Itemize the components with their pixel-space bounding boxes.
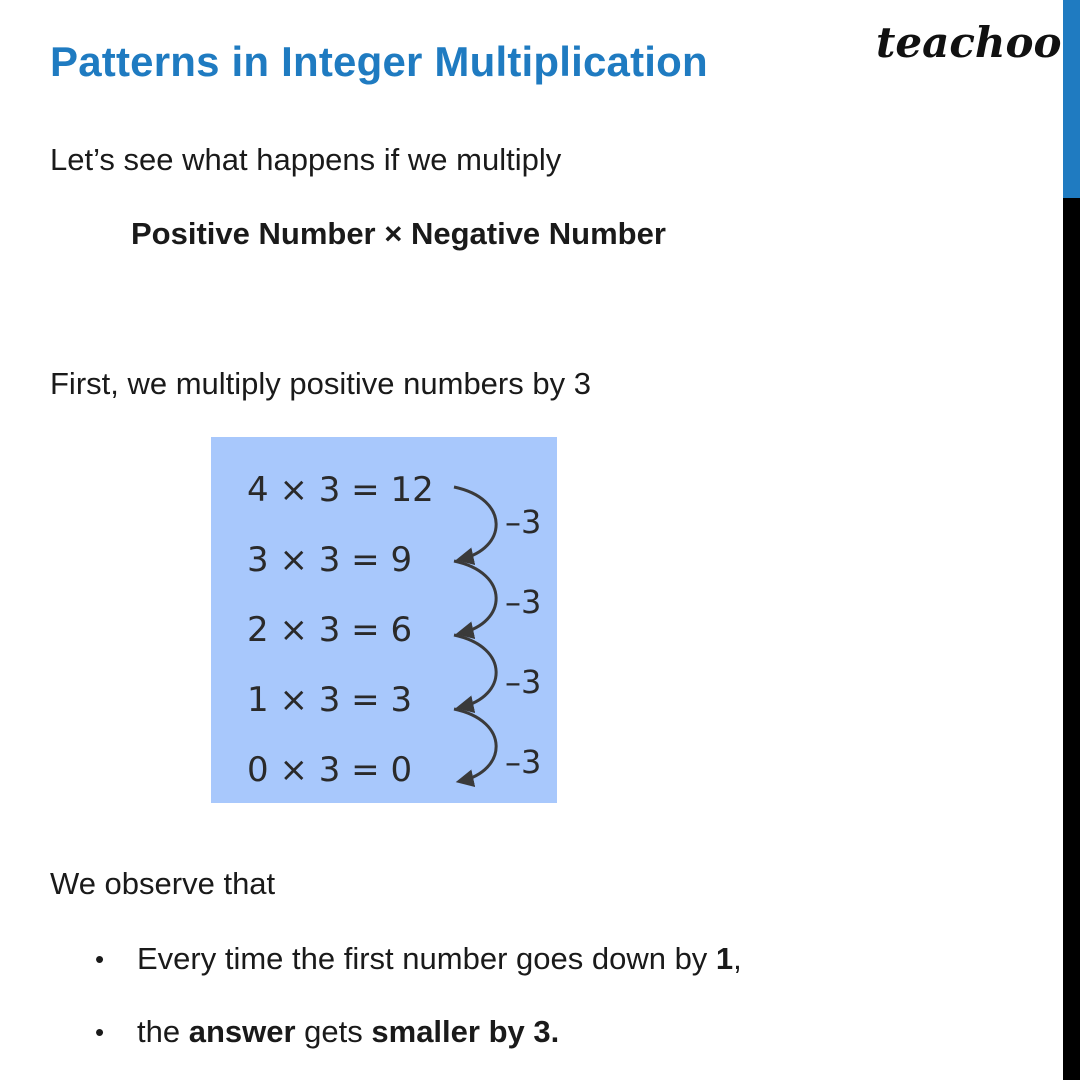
equation-row: 1 × 3 = 3 [247, 680, 413, 720]
equation-row: 2 × 3 = 6 [247, 610, 413, 650]
difference-label: –3 [505, 503, 542, 541]
difference-label: –3 [505, 583, 542, 621]
bullet-text: , [733, 941, 742, 976]
bullet-text: the [137, 1014, 189, 1049]
page-title: Patterns in Integer Multiplication [50, 38, 708, 85]
bullet-emphasis: 1 [715, 941, 734, 976]
bullet-text: Every time the first number goes down by [137, 941, 716, 976]
intro-text: Let’s see what happens if we multiply [50, 142, 562, 177]
teachoo-logo: teachoo [876, 18, 1062, 67]
first-line-text: First, we multiply positive numbers by 3 [50, 366, 591, 401]
bullet-emphasis: smaller by 3. [371, 1014, 560, 1049]
bullet-icon: • [95, 1017, 105, 1047]
curved-arrow-icon [454, 635, 496, 707]
equation-row: 3 × 3 = 9 [247, 540, 413, 580]
difference-label: –3 [505, 663, 542, 701]
curved-arrow-icon [454, 561, 496, 633]
equation-row: 4 × 3 = 12 [247, 470, 434, 510]
curved-arrow-icon [454, 487, 496, 559]
difference-label: –3 [505, 743, 542, 781]
bullet-icon: • [95, 944, 105, 974]
multiplication-table-panel [211, 437, 557, 803]
arrows-diagram [211, 437, 557, 803]
bullet-item [137, 1012, 559, 1052]
scrollbar[interactable] [1063, 0, 1080, 1080]
curved-arrow-icon [454, 709, 496, 781]
equation-row: 0 × 3 = 0 [247, 750, 413, 790]
bullet-text: gets [295, 1014, 372, 1049]
observation-text: We observe that [50, 866, 276, 901]
formula-text: Positive Number × Negative Number [131, 216, 666, 251]
scroll-thumb[interactable] [1063, 0, 1080, 198]
bullet-emphasis: answer [188, 1014, 296, 1049]
bullet-item [137, 939, 742, 979]
